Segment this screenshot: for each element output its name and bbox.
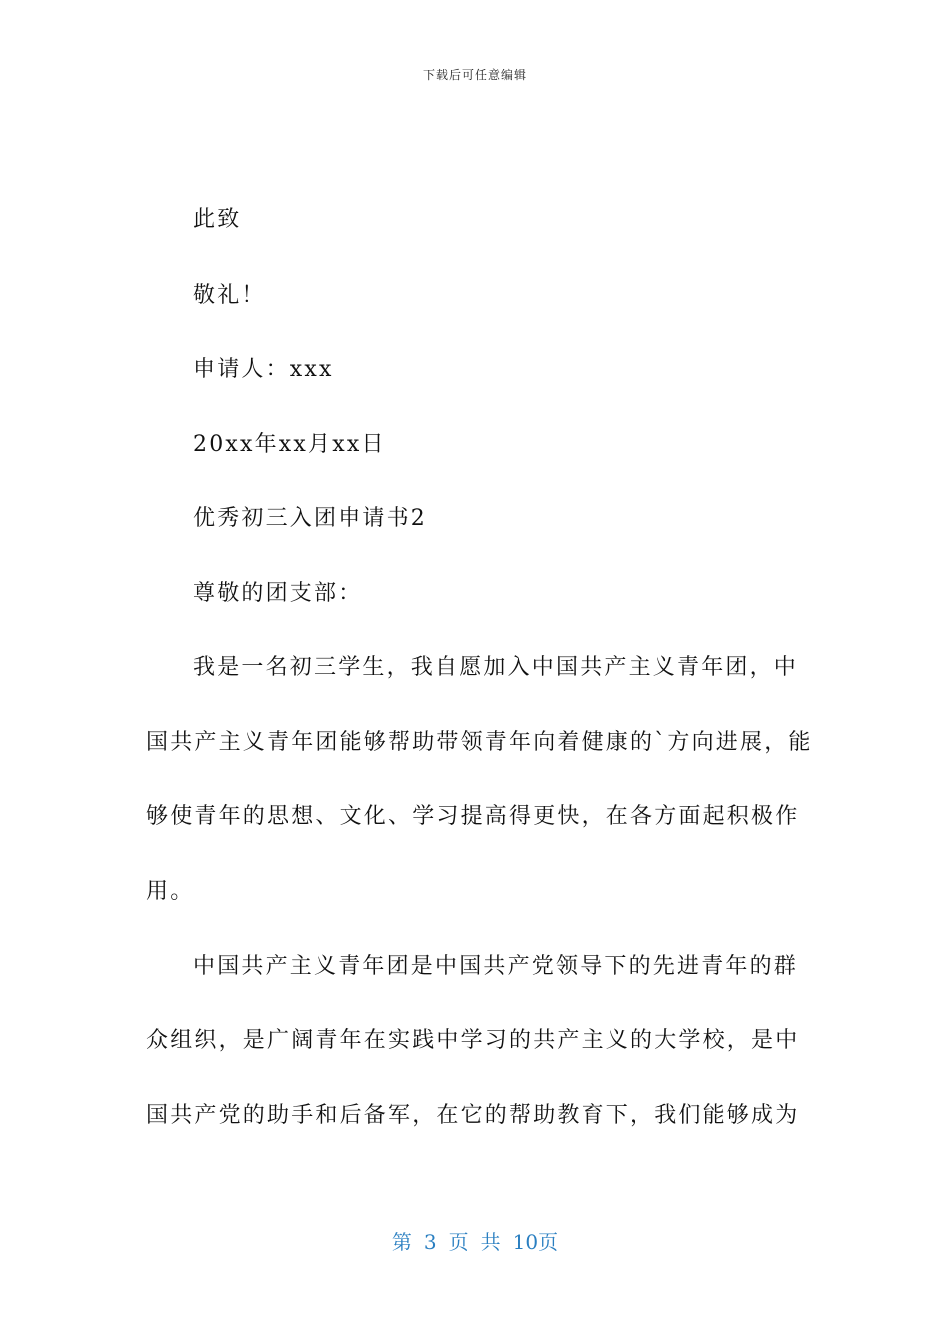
date-line: 20xx年xx月xx日 bbox=[193, 432, 386, 457]
footer-di: 第 bbox=[391, 1230, 412, 1254]
page-number-footer bbox=[0, 1226, 950, 1255]
total-pages: 10页 bbox=[512, 1230, 559, 1254]
closing-line-1: 此致 bbox=[193, 207, 242, 232]
current-page-number: 3 bbox=[423, 1230, 437, 1254]
paragraph-1-line-2: 国共产主义青年团能够帮助带领青年向着健康的`方向进展，能 bbox=[146, 730, 813, 755]
paragraph-2-line-2: 众组织，是广阔青年在实践中学习的共产主义的大学校，是中 bbox=[146, 1028, 800, 1053]
section-title: 优秀初三入团申请书2 bbox=[193, 506, 427, 531]
paragraph-1-line-4: 用。 bbox=[146, 879, 195, 904]
header-note: 下载后可任意编辑 bbox=[422, 68, 527, 82]
footer-ye: 页 bbox=[448, 1230, 469, 1254]
closing-line-2: 敬礼！ bbox=[193, 283, 266, 308]
paragraph-2-line-1: 中国共产主义青年团是中国共产党领导下的先进青年的群 bbox=[193, 954, 799, 979]
paragraph-1-line-1: 我是一名初三学生，我自愿加入中国共产主义青年团，中 bbox=[193, 655, 799, 680]
paragraph-1-line-3: 够使青年的思想、文化、学习提高得更快，在各方面起积极作 bbox=[146, 804, 800, 829]
salutation-line: 尊敬的团支部： bbox=[193, 581, 363, 606]
footer-gong: 共 bbox=[480, 1230, 501, 1254]
paragraph-2-line-3: 国共产党的助手和后备军，在它的帮助教育下，我们能够成为 bbox=[146, 1103, 800, 1128]
applicant-line: 申请人：xxx bbox=[193, 357, 334, 382]
